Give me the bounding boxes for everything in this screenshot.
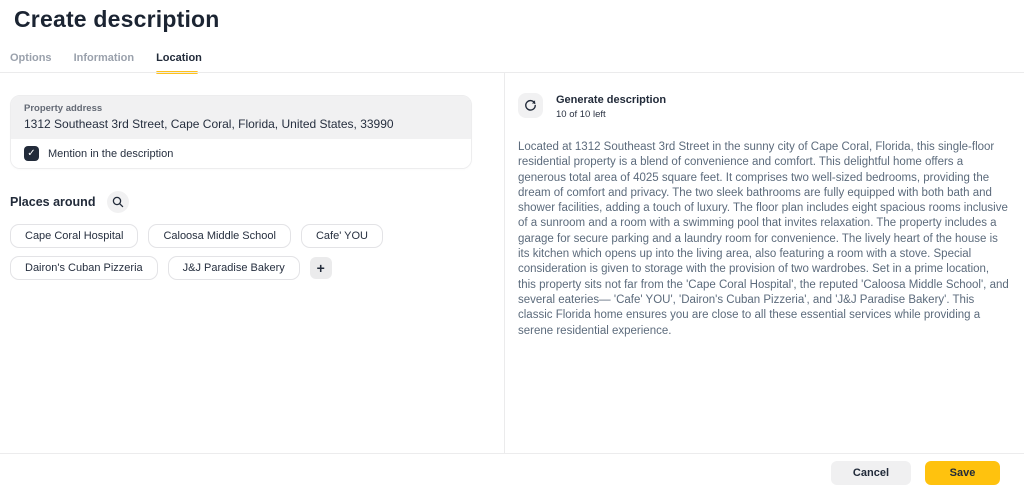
property-address-field xyxy=(11,96,471,139)
add-place-button[interactable]: + xyxy=(310,257,332,279)
footer-divider xyxy=(0,453,1024,454)
generated-description-text: Located at 1312 Southeast 3rd Street in the sunny city of Cape Coral, Florida, this single-floor residential property is a blend of convenience and comfort. This delightful home offers a generous total area of 4025 square feet. It comprises two well-sized bedrooms, providing the dream of comfort and privacy. The two sleek bathrooms are fully equipped with both bath and shower facilities, adding a touch of luxury. The floor plan includes eight spacious rooms inclusive of a sunroom and a room with a swimming pool that invites relaxation. The property includes a garage for secure parking and a laundry room for convenience. The lively heart of the house is its kitchen which opens up into the living area, also featuring a room with a stove. Special consideration is given to storage with the provision of two wardrobes. Set in a prime location, this property sits not far from the 'Cape Coral Hospital', the reputed 'Caloosa Middle School', and several eateries— 'Cafe' YOU', 'Dairon's Cuban Pizzeria', and 'J&J Paradise Bakery'. This classic Florida home ensures you are close to all these essential services while providing a serene residential experience. xyxy=(518,141,1009,337)
location-form-panel xyxy=(10,95,472,280)
search-icon xyxy=(112,196,124,208)
generations-left-counter: 10 of 10 left xyxy=(556,109,606,120)
mention-checkbox-label: Mention in the description xyxy=(48,147,174,160)
tabbar-divider xyxy=(0,72,1024,73)
places-around-section xyxy=(10,191,472,280)
places-chip-list xyxy=(10,224,472,280)
property-address-label: Property address xyxy=(24,103,103,114)
property-address-card xyxy=(10,95,472,169)
regenerate-button[interactable] xyxy=(518,93,543,118)
property-address-value: 1312 Southeast 3rd Street, Cape Coral, Florida, United States, 33990 xyxy=(24,117,394,131)
generate-header-text xyxy=(556,93,666,120)
generated-description-panel xyxy=(518,93,1010,339)
places-around-header xyxy=(10,191,472,213)
mention-checkbox[interactable]: ✓ xyxy=(24,146,39,161)
save-button[interactable]: Save xyxy=(925,461,1000,485)
place-chip[interactable]: Cape Coral Hospital xyxy=(10,224,138,248)
place-chip[interactable]: Caloosa Middle School xyxy=(148,224,291,248)
mention-row xyxy=(11,139,471,168)
tab-bar xyxy=(10,52,202,74)
place-chip[interactable]: Cafe' YOU xyxy=(301,224,383,248)
refresh-icon xyxy=(524,99,537,112)
panel-divider xyxy=(504,73,505,453)
tab-information[interactable]: Information xyxy=(73,52,135,64)
tab-location[interactable]: Location xyxy=(156,52,202,74)
places-search-button[interactable] xyxy=(107,191,129,213)
place-chip[interactable]: Dairon's Cuban Pizzeria xyxy=(10,256,158,280)
cancel-button[interactable]: Cancel xyxy=(831,461,911,485)
tab-options[interactable]: Options xyxy=(10,52,52,64)
page-title: Create description xyxy=(14,6,220,32)
places-around-title: Places around xyxy=(10,195,96,209)
generate-header xyxy=(518,93,1010,120)
generate-description-title: Generate description xyxy=(556,94,667,106)
place-chip[interactable]: J&J Paradise Bakery xyxy=(168,256,300,280)
footer-actions xyxy=(831,461,1000,485)
